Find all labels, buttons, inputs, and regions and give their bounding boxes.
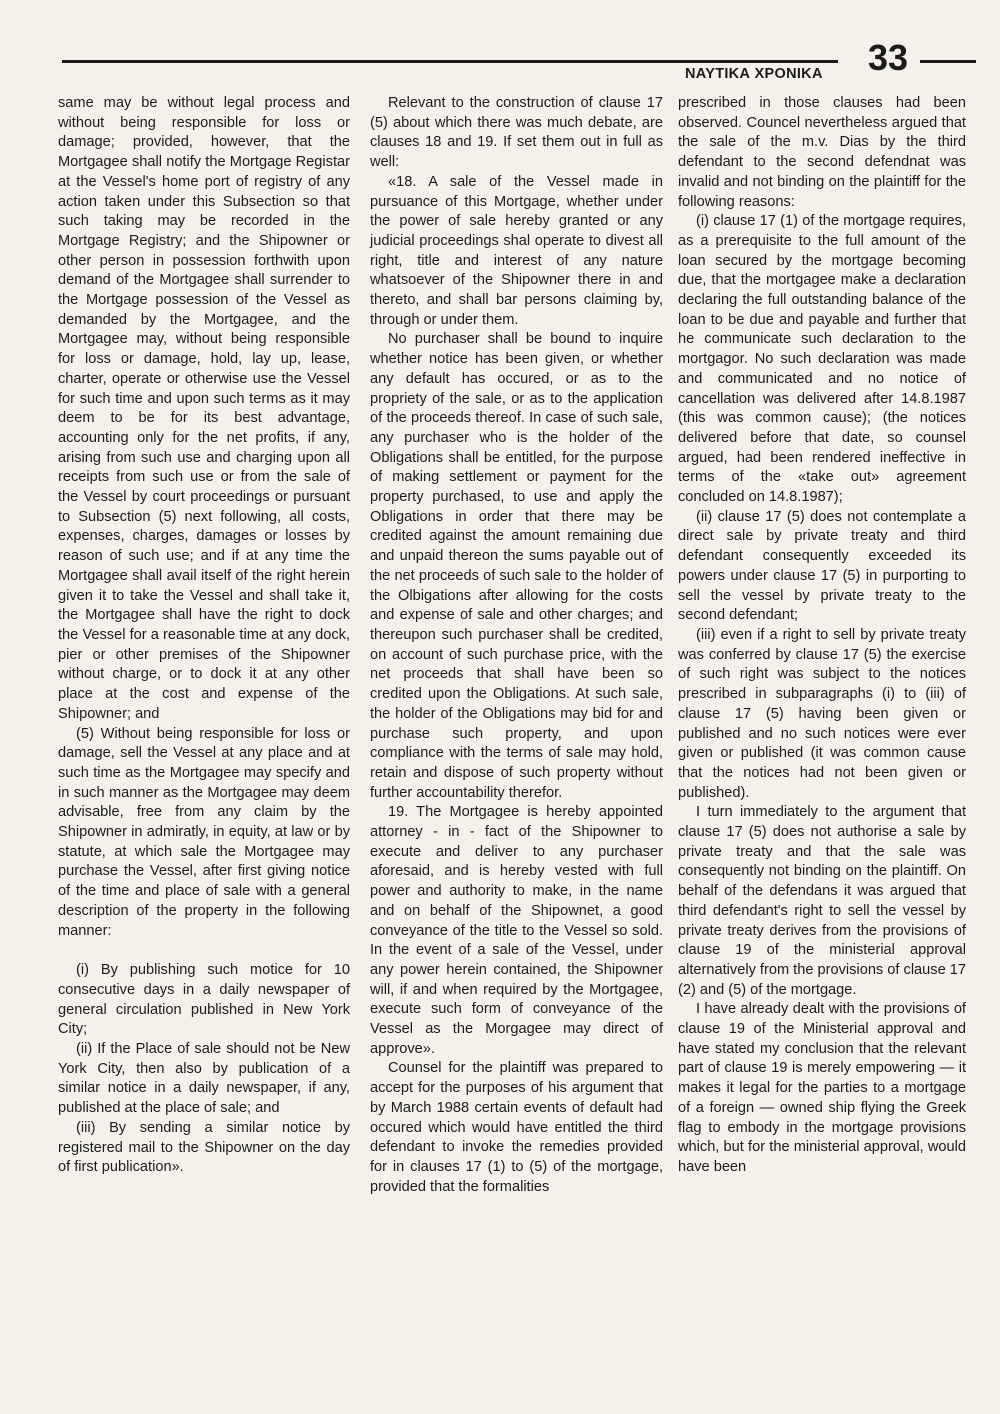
- text-column-2: [370, 94, 663, 1197]
- text-column-3: [678, 94, 966, 1178]
- paragraph: (i) clause 17 (1) of the mortgage requires, as a prerequisite to the full amount of the loan secured by the mortgage becoming due, that the mortgagee make a declaration declaring the full outstanding balance of the loan to be due and payable and further that he communicate such declaration to the mortgagor. No such declaration was made and communicated and no notice of cancellation was delivered after 14.8.1987 (this was common cause); (the notices delivered before that date, so counsel argued, had been rendered ineffective in terms of the «take out» agreement concluded on 14.8.1987);: [678, 213, 966, 506]
- paragraph: «18. A sale of the Vessel made in pursuance of this Mortgage, whether under the power of sale hereby granted or any judicial proceedings shal operate to divest all right, title and interest of any nature whatsoever of the Shipowner there in and thereto, and shall bar persons claiming by, through or under them.: [370, 173, 663, 328]
- paragraph: (ii) If the Place of sale should not be New York City, then also by publication of a similar notice in a daily newspaper, if any, published at the place of sale; and: [58, 1041, 350, 1117]
- text-column-1: [58, 94, 350, 1178]
- journal-title: ΝΑΥΤΙΚΑ ΧΡΟΝΙΚΑ: [685, 66, 823, 82]
- paragraph: I have already dealt with the provisions of clause 19 of the Ministerial approval and have stated my conclusion that the relevant part of clause 19 is merely empowering — it makes it legal for the parties to a mortgage of a foreign — owned ship flying the Greek flag to embody in the mortgage provisions which, but for the ministerial approval, would have been: [678, 1001, 966, 1175]
- header-rule-right: [920, 60, 976, 63]
- paragraph: (iii) even if a right to sell by private treaty was conferred by clause 17 (5) the exercise of such right was subject to the notices prescribed in subparagraphs (i) to (iii) of clause 17 (5) having been given or published and no such notices were ever given or published (it was common cause that the notices had not been given or published).: [678, 626, 966, 801]
- paragraph: I turn immediately to the argument that clause 17 (5) does not authorise a sale by private treaty and that the sale was consequently not binding on the plaintiff. On behalf of the defendans it was argued that third defendant's right to sell the vessel by private treaty derives from the provisions of clause 19 of the ministerial approval alternatively from the provisions of clause 17 (2) and (5) of the mortgage.: [678, 804, 966, 998]
- page-number: 33: [868, 37, 909, 78]
- paragraph: Relevant to the construction of clause 17 (5) about which there was much debate, are clauses 18 and 19. If set them out in full as well:: [370, 95, 663, 171]
- header-rule-left: [62, 60, 838, 63]
- paragraph: 19. The Mortgagee is hereby appointed attorney - in - fact of the Shipowner to execute and deliver to any purchaser aforesaid, and is hereby vested with full power and authority to make, in the name and on behalf of the Shipownet, a good conveyance of the title to the Vessel so sold. In the event of a sale of the Vessel, under any power herein contained, the Shipowner will, if and when required by the Mortgagee, execute such form of conveyance of the Vessel as the Morgagee may direct of approve».: [370, 804, 663, 1057]
- paragraph: (ii) clause 17 (5) does not contemplate a direct sale by private treaty and third defendant consequently exceeded its powers under clause 17 (5) in purporting to sell the vessel by private treaty to the second defendant;: [678, 508, 966, 624]
- paragraph: (iii) By sending a similar notice by registered mail to the Shipowner on the day of first publication».: [58, 1119, 350, 1176]
- paragraph: (5) Without being responsible for loss or damage, sell the Vessel at any place and at such time as the Mortgagee may specify and in such manner as the Mortgagee may deem advisable, free from any claim by the Shipowner in admiratly, in equity, at law or by statute, at which sale the Mortgagee may purchase the Vessel, after first giving notice of the time and place of sale with a general description of the property in the following manner:: [58, 725, 350, 939]
- paragraph: same may be without legal process and without being responsible for loss or damage; provided, however, that the Mortgagee shall notify the Mortgage Registar at the Vessel's home port of registry of any action taken under this Subsection so that such taking may be recorded in the Mortgage Registry; and the Shipowner or other person in possession forthwith upon demand of the Mortgagee shall surrender to the Mortgage possession of the Vessel as demanded by the Mortgagee, and the Mortgagee may, without being responsible for loss or damage, hold, lay up, lease, charter, operate or otherwise use the Vessel for such time and upon such terms as it may deem to be for its best advantage, accounting only for the net profits, if any, arising from such use and charging upon all receipts from such use or from the sale of the Vessel by court proceedings or pursuant to Subsection (5) next following, all costs, expenses, charges, damages or losses by reason of such use; and if at any time the Mortgagee shall avail itself of the right herein given it to take the Vessel and shall take it, the Mortgagee shall have the right to dock the Vessel for a reasonable time at any dock, pier or other premises of the Shipowner without charge, or to dock it at any other place at the cost and expense of the Shipowner; and: [58, 95, 350, 722]
- paragraph: Counsel for the plaintiff was prepared to accept for the purposes of his argument that by March 1988 certain events of default had occured which would have entitled the third defendant to invoke the remedies provided for in clauses 17 (1) to (5) of the mortgage, provided that the formalities: [370, 1060, 663, 1195]
- paragraph: (i) By publishing such motice for 10 consecutive days in a daily newspaper of general circulation published in New York City;: [58, 962, 350, 1038]
- paragraph: prescribed in those clauses had been observed. Councel nevertheless argued that the sale of the m.v. Dias by the third defendant to the second defendnat was invalid and not binding on the plaintiff for the following reasons:: [678, 95, 966, 210]
- paragraph: No purchaser shall be bound to inquire whether notice has been given, or whether any default has occured, or as to the propriety of the sale, or as to the application of the proceeds thereof. In case of such sale, any purchaser who is the holder of the Obligations shall be entitled, for the purpose of making settlement or payment for the property purchased, to use and apply the Obligations in order that there may be credited against the amount remaining due and unpaid thereon the sums payable out of the net proceeds of such sale to the holder of the Olbigations after allowing for the costs and expense of sale and other charges; and thereupon such purchaser shall be credited, on account of such purchase price, with the net proceeds that shall have been so credited upon the Obligations. At such sale, the holder of the Obligations may bid for and purchase such property, and upon compliance with the terms of sale may hold, retain and dispose of such property without further accountability therefor.: [370, 331, 663, 801]
